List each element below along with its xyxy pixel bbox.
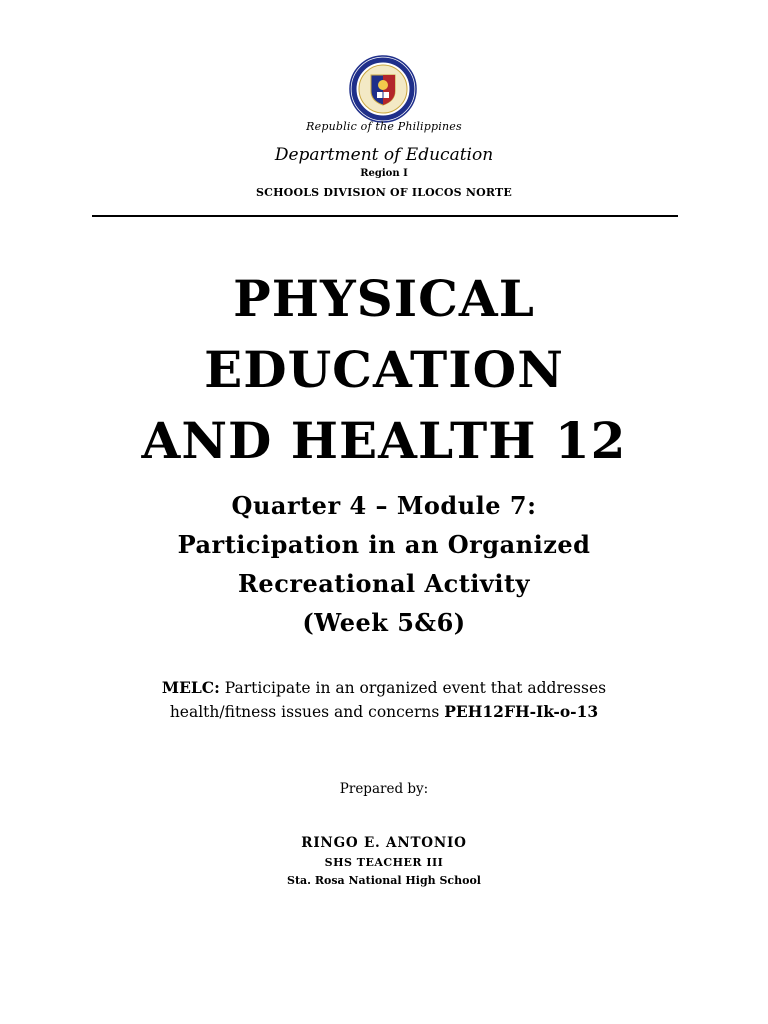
title-line-1: PHYSICAL [233, 269, 535, 328]
title-line-3: AND HEALTH 12 [141, 411, 627, 470]
module-topic-line-1: Participation in an Organized [177, 530, 591, 559]
module-topic-line-2: Recreational Activity [237, 569, 530, 598]
region-line: Region I [360, 168, 408, 179]
module-week: (Week 5&6) [302, 608, 466, 637]
melc-label: MELC: [161, 678, 220, 697]
prepared-by-label: Prepared by: [339, 781, 429, 797]
division-line: SCHOOLS DIVISION OF ILOCOS NORTE [255, 186, 513, 199]
melc-line-1 [0, 676, 768, 700]
melc-text-1: Participate in an organized event that addresses [224, 679, 607, 697]
melc-block [0, 676, 768, 724]
header-divider [92, 215, 678, 217]
melc-line-2 [0, 700, 768, 724]
author-name: RINGO E. ANTONIO [301, 835, 467, 851]
title-line-2: EDUCATION [204, 340, 564, 399]
republic-line: Republic of the Philippines [306, 120, 462, 133]
melc-code: PEH12FH-Ik-o-13 [444, 702, 599, 721]
deped-seal-icon [349, 55, 417, 123]
melc-text-2: health/fitness issues and concerns [169, 703, 440, 721]
department-name: Department of Education [274, 145, 494, 165]
module-quarter: Quarter 4 – Module 7: [231, 491, 537, 520]
author-school: Sta. Rosa National High School [287, 874, 481, 887]
author-position: SHS TEACHER III [324, 856, 444, 869]
